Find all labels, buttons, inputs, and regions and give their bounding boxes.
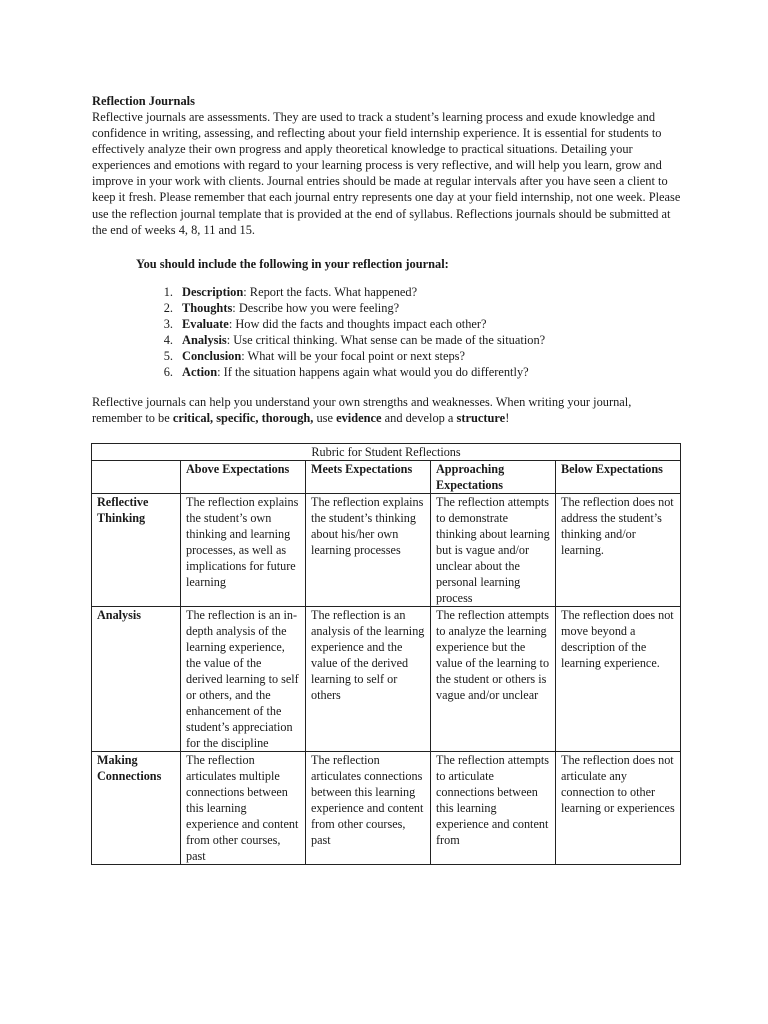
closing-text: Reflective journals can help you understand your own strengths and weaknesses. When writing your journal, remember to be bbox=[92, 395, 632, 426]
closing-text: use bbox=[313, 411, 337, 426]
rubric-caption: Rubric for Student Reflections bbox=[92, 444, 681, 461]
step-text: : If the situation happens again what would you do differently? bbox=[217, 365, 529, 380]
step-text: : How did the facts and thoughts impact each other? bbox=[228, 316, 487, 331]
closing-emphasis: structure bbox=[456, 411, 506, 426]
list-number: 3. bbox=[163, 316, 173, 331]
table-cell: The reflection attempts to articulate connections between this learning experience and content from bbox=[431, 752, 556, 865]
document-body bbox=[92, 93, 682, 427]
list-item bbox=[92, 284, 682, 300]
column-header: Approaching Expectations bbox=[431, 461, 556, 494]
steps-list bbox=[92, 284, 682, 381]
closing-emphasis: evidence bbox=[336, 411, 382, 426]
step-term: Thoughts bbox=[182, 300, 233, 315]
column-header: Below Expectations bbox=[556, 461, 681, 494]
table-cell: The reflection does not address the student’s thinking and/or learning. bbox=[556, 494, 681, 607]
list-number: 2. bbox=[163, 300, 173, 315]
column-header: Meets Expectations bbox=[306, 461, 431, 494]
table-cell: The reflection articulates multiple connections between this learning experience and content from other courses, past bbox=[181, 752, 306, 865]
include-heading: You should include the following in your reflection journal: bbox=[136, 256, 449, 271]
table-cell: The reflection is an in-depth analysis of the learning experience, the value of the derived learning to self or others, and the enhancement of the student’s appreciation for the discipline bbox=[181, 607, 306, 752]
column-header bbox=[92, 461, 181, 494]
list-number: 4. bbox=[163, 333, 173, 348]
table-cell: The reflection articulates connections between this learning experience and content from other courses, past bbox=[306, 752, 431, 865]
row-header: Analysis bbox=[92, 607, 181, 752]
closing-text: ! bbox=[505, 411, 510, 426]
table-row bbox=[92, 752, 681, 865]
document-title: Reflection Journals bbox=[92, 94, 195, 108]
table-cell: The reflection attempts to demonstrate thinking about learning but is vague and/or unclear about the personal learning process bbox=[431, 494, 556, 607]
table-cell: The reflection does not move beyond a description of the learning experience. bbox=[556, 607, 681, 752]
step-text: : Describe how you were feeling? bbox=[232, 300, 400, 315]
column-header: Above Expectations bbox=[181, 461, 306, 494]
list-item bbox=[92, 364, 682, 380]
step-term: Analysis bbox=[182, 333, 227, 348]
closing-text: and develop a bbox=[381, 411, 457, 426]
list-number: 5. bbox=[163, 349, 173, 364]
table-cell: The reflection attempts to analyze the learning experience but the value of the learning to the student or others is vague and/or unclear bbox=[431, 607, 556, 752]
step-text: : Report the facts. What happened? bbox=[243, 284, 418, 299]
table-row bbox=[92, 494, 681, 607]
table-cell: The reflection is an analysis of the learning experience and the value of the derived learning to self or others bbox=[306, 607, 431, 752]
list-item bbox=[92, 332, 682, 348]
step-term: Description bbox=[182, 284, 244, 299]
list-item bbox=[92, 316, 682, 332]
table-header-row bbox=[92, 461, 681, 494]
list-item bbox=[92, 348, 682, 364]
step-text: : What will be your focal point or next steps? bbox=[241, 349, 466, 364]
step-term: Evaluate bbox=[182, 316, 229, 331]
rubric-table bbox=[91, 443, 681, 865]
closing-paragraph bbox=[92, 394, 682, 426]
table-cell: The reflection does not articulate any connection to other learning or experiences bbox=[556, 752, 681, 865]
table-cell: The reflection explains the student’s own thinking and learning processes, as well as implications for future learning bbox=[181, 494, 306, 607]
table-caption-row bbox=[92, 444, 681, 461]
row-header: Making Connections bbox=[92, 752, 181, 865]
step-term: Action bbox=[182, 365, 218, 380]
step-text: : Use critical thinking. What sense can be made of the situation? bbox=[226, 333, 546, 348]
list-number: 1. bbox=[163, 284, 173, 299]
table-row bbox=[92, 607, 681, 752]
step-term: Conclusion bbox=[182, 349, 242, 364]
row-header: Reflective Thinking bbox=[92, 494, 181, 607]
intro-paragraph: Reflective journals are assessments. They are used to track a student’s learning process and exude knowledge and confidence in writing, assessing, and reflecting about your field internship experience. It is essential for students to effectively analyze their own progress and apply theoretical knowledge to practical situations. Detailing your experiences and emotions with regard to your learning process is very reflective, and will help you learn, grow and improve in your work with clients. Journal entries should be made at regular intervals after you have seen a client to keep it fresh. Please remember that each journal entry represents one day at your field internship, not one week. Please use the reflection journal template that is provided at the end of syllabus. Reflections journals should be submitted at the end of weeks 4, 8, 11 and 15. bbox=[92, 110, 681, 237]
list-item bbox=[92, 300, 682, 316]
closing-emphasis: critical, specific, thorough, bbox=[172, 411, 314, 426]
list-number: 6. bbox=[163, 365, 173, 380]
table-cell: The reflection explains the student’s thinking about his/her own learning processes bbox=[306, 494, 431, 607]
